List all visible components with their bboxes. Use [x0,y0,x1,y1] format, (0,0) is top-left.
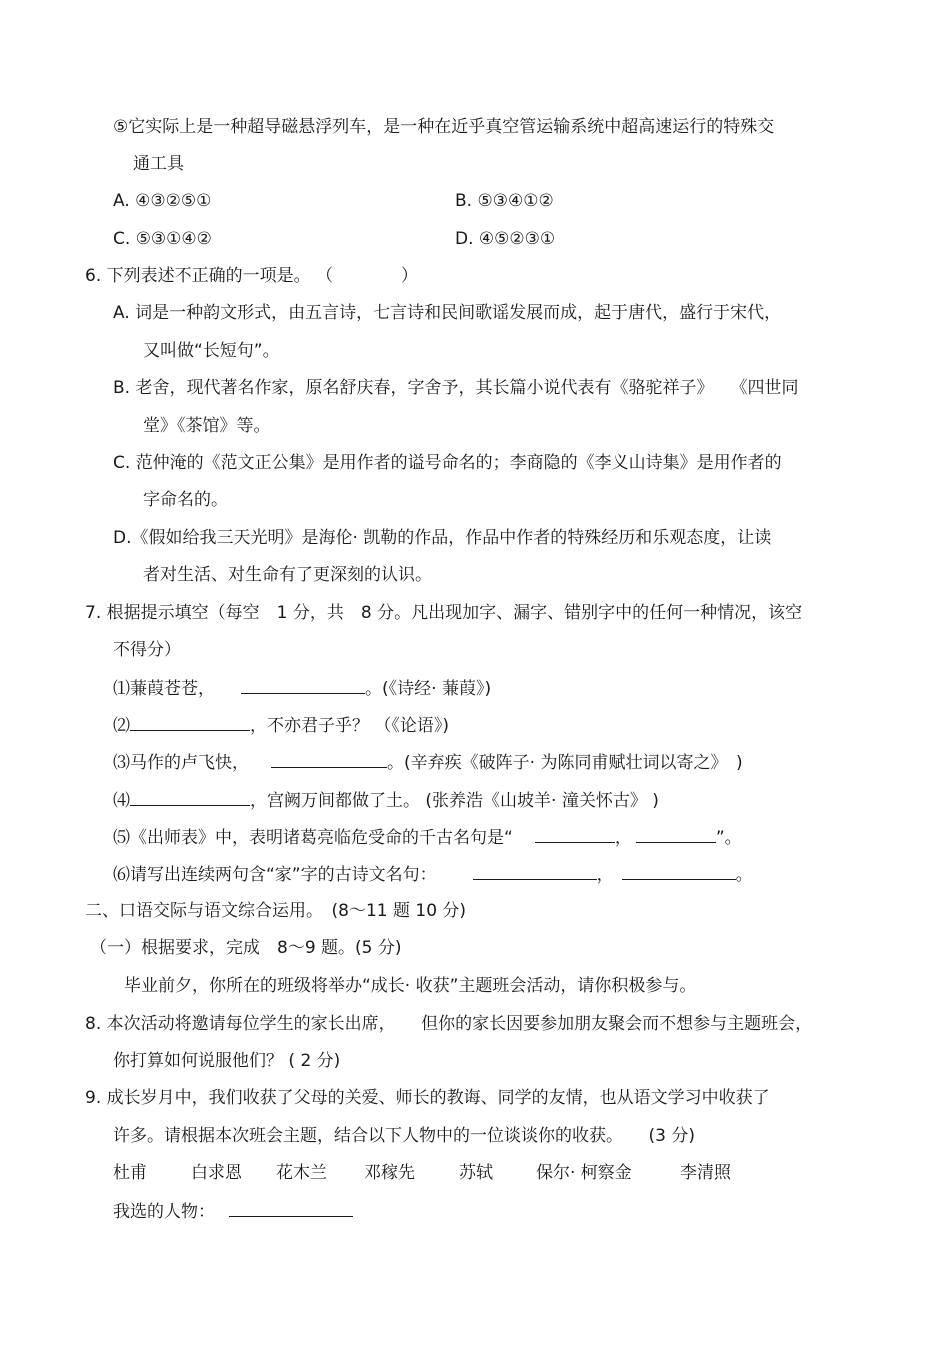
option-letter: C. [113,453,131,473]
fill-blank[interactable] [636,826,716,843]
q7-item-4: ⑷ ，宫阙万间都做了土。 (张养浩《山坡羊· 潼关怀古》 ) [113,791,659,811]
q9-person: 杜甫 [113,1163,147,1183]
option-letter: B. [455,191,473,211]
q5-option-c [113,228,212,250]
q9-stem-line2: 许多。请根据本次班会主题，结合以下人物中的一位谈谈你的收获。 (3 分) [113,1126,695,1146]
section2-subheading: （一）根据要求，完成 8～9 题。(5 分) [90,938,402,958]
q9-person: 白求恩 [191,1163,242,1183]
option-text: ④⑤②③① [478,229,556,249]
q6-option-d-line2: 者对生活、对生命有了更深刻的认识。 [143,565,432,585]
q9-person: 邓稼先 [364,1163,415,1183]
fill-blank[interactable] [130,714,250,731]
fill-blank[interactable] [535,826,615,843]
q5-option-d [455,228,555,250]
section2-heading: 二、口语交际与语文综合运用。 (8～11 题 10 分) [85,901,467,921]
q9-person: 花木兰 [276,1163,327,1183]
question-number: 7. [85,603,102,623]
option-text: ⑤③①④② [135,229,212,249]
q6-option-d: D.《假如给我三天光明》是海伦· 凯勒的作品，作品中作者的特殊经历和乐观态度，让读 [113,528,772,548]
q5-item5-line1: ⑤它实际上是一种超导磁悬浮列车，是一种在近乎真空管运输系统中超高速运行的特殊交 [113,117,775,137]
question-number: 6. [85,266,102,286]
q5-option-b [455,190,554,212]
q6-stem: 6. 下列表述不正确的一项是。 （ ） [85,266,419,286]
fill-blank[interactable] [473,863,597,880]
q6-option-b-line2: 堂》《茶馆》等。 [143,416,271,436]
option-text: ④③②⑤① [135,191,212,211]
fill-blank[interactable] [130,789,250,806]
option-text: ⑤③④①② [477,191,554,211]
q5-item5-line2: 通工具 [133,154,184,174]
q8-stem-line2: 你打算如何说服他们？ ( 2 分) [113,1051,341,1071]
q7-item-3: ⑶马作的卢飞快， 。(辛弃疾《破阵子· 为陈同甫赋壮词以寄之》 ) [113,753,743,773]
answer-label: 我选的人物： [113,1202,215,1222]
fill-blank[interactable] [622,863,736,880]
q9-stem: 9. 成长岁月中，我们收获了父母的关爱、师长的教诲、同学的友情，也从语文学习中收获了 [85,1088,770,1108]
q9-person: 李清照 [680,1163,731,1183]
q5-option-a [113,190,211,212]
option-letter: B. [113,378,131,398]
question-number: 9. [85,1088,102,1108]
q8-stem: 8. 本次活动将邀请每位学生的家长出席， 但你的家长因要参加朋友聚会而不想参与主题班会， [85,1014,813,1034]
section2-intro: 毕业前夕，你所在的班级将举办“成长· 收获”主题班会活动，请你积极参与。 [124,976,697,996]
option-letter: D. [455,229,474,249]
q7-item-6: ⑹请写出连续两句含“家”字的古诗文名句： ， 。 [113,865,753,885]
fill-blank[interactable] [241,677,365,694]
option-letter: A. [113,191,130,211]
q6-option-a-line2: 又叫做“长短句”。 [143,341,280,361]
fill-blank[interactable] [229,1200,353,1217]
option-letter: A. [113,303,130,323]
q7-item-2: ⑵ ，不亦君子乎？ （《论语》) [113,716,450,736]
q6-option-c-line2: 字命名的。 [143,490,228,510]
fill-blank[interactable] [271,751,387,768]
q9-person: 苏轼 [459,1163,493,1183]
option-letter: D. [113,528,132,548]
q6-option-c: C. 范仲淹的《范文正公集》是用作者的谥号命名的；李商隐的《李义山诗集》是用作者的 [113,453,782,473]
q7-item-5: ⑸《出师表》中，表明诸葛亮临危受命的千古名句是“ ， ”。 [113,828,742,848]
q9-answer-line [113,1200,353,1223]
q7-stem-line2: 不得分） [113,640,181,660]
q7-item-1: ⑴蒹葭苍苍， 。(《诗经· 蒹葭》) [113,679,492,699]
q6-option-b: B. 老舍，现代著名作家，原名舒庆春，字舍予，其长篇小说代表有《骆驼祥子》 《四世同 [113,378,799,398]
q7-stem: 7. 根据提示填空（每空 1 分，共 8 分。凡出现加字、漏字、错别字中的任何一种情况，该空 [85,603,803,623]
q6-option-a: A. 词是一种韵文形式，由五言诗，七言诗和民间歌谣发展而成，起于唐代，盛行于宋代， [113,303,782,323]
option-letter: C. [113,229,131,249]
q9-person: 保尔· 柯察金 [536,1163,632,1183]
question-number: 8. [85,1014,102,1034]
